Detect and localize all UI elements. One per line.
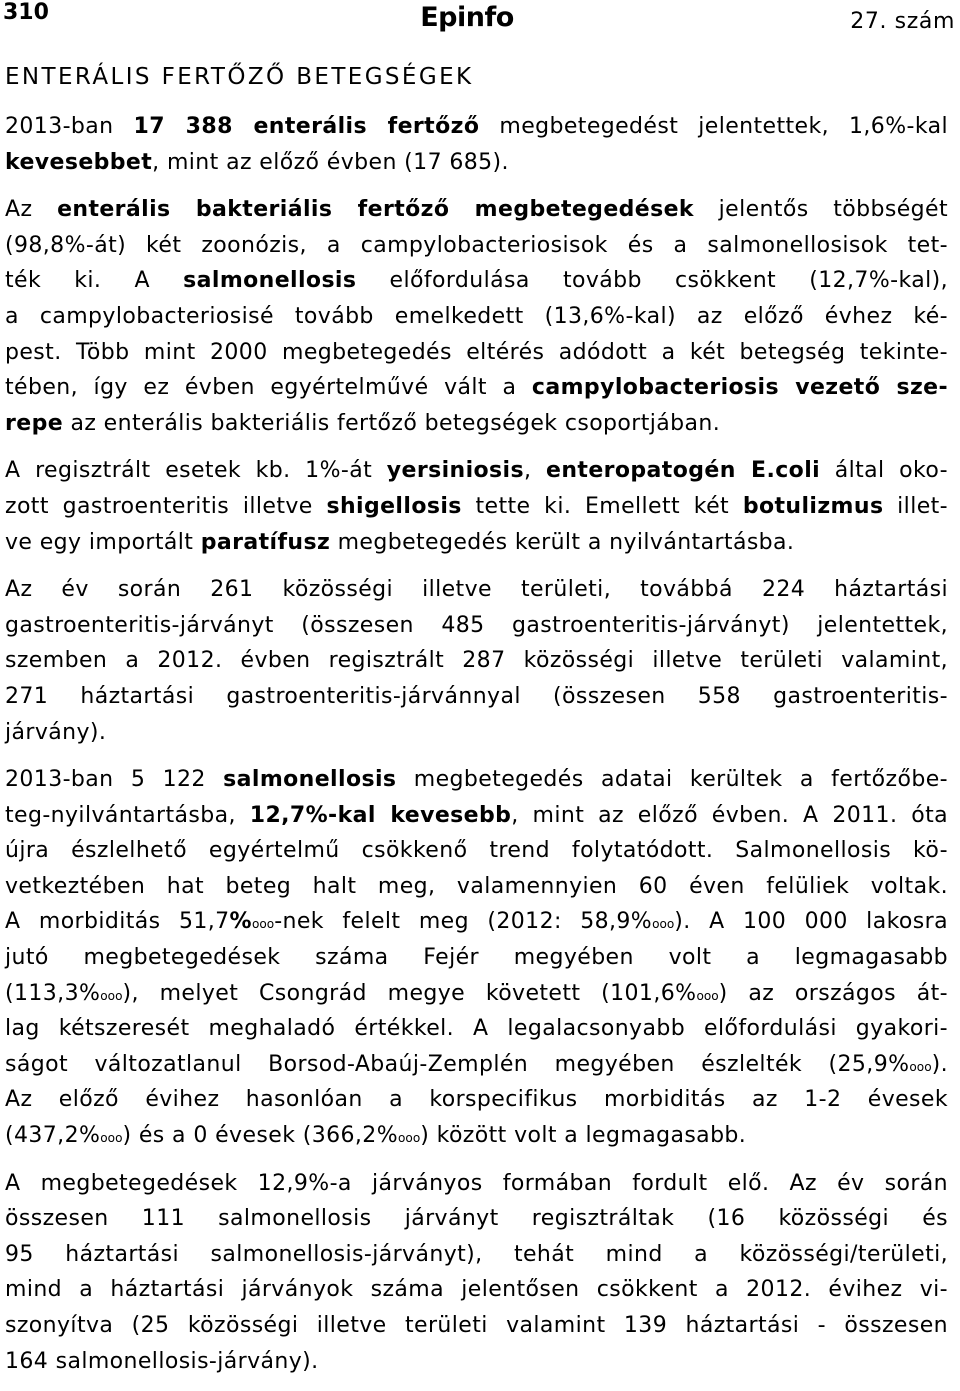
text-line (5, 525, 948, 561)
unit-suffix: ooo (251, 917, 275, 932)
article-section (5, 59, 948, 1391)
text-run: előfordulása tovább csökkent (12,7%-kal), (356, 268, 948, 294)
text-run: szonyítva (25 közösségi illetve területi valamint 139 háztartási - összesen (5, 1313, 948, 1338)
text-run: lag kétszeresét meghaladó értékkel. A legalacsonyabb előfordulási gyakori- (5, 1016, 948, 1042)
text-run: 2013-ban 5 122 (5, 767, 224, 793)
text-run: ). A 100 000 lakosra (674, 909, 948, 935)
unit-suffix: ooo (100, 1131, 123, 1146)
text-line (5, 1308, 948, 1344)
text-line (5, 299, 948, 335)
text-run: Az előző évihez hasonlóan a korspecifikus morbiditás az 1-2 évesek (5, 1087, 948, 1113)
text-run: jutó megbetegedések száma Fejér megyében volt a legmagasabb (5, 945, 948, 971)
bold-text-run: repe (5, 410, 64, 436)
text-run: Az (5, 197, 58, 223)
text-run: Az év során 261 közösségi illetve területi, továbbá 224 háztartási (5, 577, 948, 603)
issue-number: 27. szám (850, 9, 955, 34)
text-line (5, 1047, 948, 1083)
text-run: (98,8%-át) két zoonózis, a campylobacteriosisok és a salmonellosisok tet- (5, 232, 948, 258)
text-run: (113,3% (5, 980, 101, 1006)
text-line (5, 1272, 948, 1308)
text-run: zott gastroenteritis illetve (5, 493, 327, 519)
text-run: 164 salmonellosis-járvány). (5, 1348, 319, 1374)
text-run: illet- (883, 493, 949, 519)
bold-text-run: kevesebbet (5, 149, 153, 175)
text-run: (437,2% (5, 1123, 101, 1149)
text-line (5, 263, 948, 299)
text-run: ) között volt a legmagasabb. (420, 1123, 747, 1149)
text-line (5, 976, 948, 1012)
text-line (5, 1082, 948, 1118)
bold-text-run: 17 388 enterális fertőző (133, 114, 480, 139)
text-run: 271 háztartási gastroenteritis-járvánnyal (összesen 558 gastroenteritis- (5, 683, 948, 709)
text-run: megbetegedést jelentettek, 1,6%-kal (479, 114, 948, 139)
text-run: ) az országos át- (718, 980, 948, 1006)
unit-suffix: ooo (398, 1131, 421, 1146)
text-line (5, 109, 948, 145)
text-run: -nek felelt meg (2012: 58,9% (274, 909, 653, 935)
bold-text-run: botulizmus (742, 493, 884, 519)
paragraph (5, 572, 948, 750)
text-run: ), melyet Csongrád megye követett (101,6% (122, 980, 697, 1006)
unit-suffix: ooo (909, 1059, 932, 1074)
text-run: járvány). (5, 719, 107, 745)
paragraph (5, 1166, 948, 1380)
text-line (5, 1237, 948, 1273)
text-run: az enterális bakteriális fertőző betegségek csoportjában. (63, 410, 721, 436)
text-line (5, 1011, 948, 1047)
text-run: által oko- (820, 458, 948, 484)
text-run: ) és a 0 évesek (366,2% (122, 1123, 399, 1149)
text-run: A regisztrált esetek kb. 1%-át (5, 458, 387, 484)
text-line (5, 608, 948, 644)
text-line (5, 453, 948, 489)
text-line (5, 228, 948, 264)
text-run: újra észlelhető egyértelmű csökkenő trend folytatódott. Salmonellosis kö- (5, 838, 948, 864)
paragraph (5, 453, 948, 560)
text-line (5, 715, 948, 751)
bold-text-run: enteropatogén E.coli (546, 458, 821, 484)
text-line (5, 833, 948, 869)
text-run: szemben a 2012. évben regisztrált 287 közösségi illetve területi valamint, (5, 648, 948, 674)
text-line (5, 370, 948, 406)
section-heading: ENTERÁLIS FERTŐZŐ BETEGSÉGEK (5, 64, 474, 90)
text-run: , mint az előző évben. A 2011. óta (511, 802, 948, 828)
unit-suffix: ooo (100, 988, 123, 1003)
text-run: ve egy importált (5, 529, 201, 555)
text-line (5, 145, 948, 181)
text-line (5, 335, 948, 371)
text-run: teg-nyilvántartásba, (5, 802, 250, 828)
bold-text-run: enterális bakteriális fertőző megbetegedések (57, 197, 694, 223)
text-line (5, 572, 948, 608)
text-run: tette ki. Emellett két (461, 493, 743, 519)
bold-text-run: campylobacteriosis vezető sze- (531, 375, 949, 401)
text-line (5, 679, 948, 715)
text-run: mind a háztartási járványok száma jelentősen csökkent a 2012. évihez vi- (5, 1277, 948, 1303)
text-line (5, 1201, 948, 1237)
text-run: gastroenteritis-járványt (összesen 485 gastroenteritis-járványt) jelentettek, (5, 612, 948, 638)
text-run: a campylobacteriosisé tovább emelkedett (13,6%-kal) az előző évhez ké- (5, 303, 948, 329)
text-run: pest. Több mint 2000 megbetegedés eltérés adódott a két betegség tekinte- (5, 339, 948, 365)
text-run: , (523, 458, 547, 484)
bold-text-run: paratífusz (200, 529, 331, 555)
text-line (5, 869, 948, 905)
text-line (5, 762, 948, 798)
text-line (5, 798, 948, 834)
paragraph (5, 762, 948, 1154)
text-run: A megbetegedések 12,9%-a járványos formában fordult elő. Az év során (5, 1170, 948, 1196)
text-run: ságot változatlanul Borsod-Abaúj-Zemplén megyében észlelték (25,9% (5, 1051, 910, 1077)
text-line (5, 406, 948, 442)
page-number: 310 (3, 0, 49, 25)
section-body (5, 109, 948, 1379)
paragraph (5, 192, 948, 441)
unit-suffix: ooo (652, 917, 675, 932)
bold-text-run: salmonellosis (223, 767, 397, 793)
text-line (5, 1344, 948, 1380)
text-run: , mint az előző évben (17 685). (152, 149, 509, 175)
text-run: megbetegedés adatai kerültek a fertőzőbe- (396, 767, 948, 793)
text-line (5, 1166, 948, 1202)
text-run: 95 háztartási salmonellosis-járványt), tehát mind a közösségi/területi, (5, 1241, 948, 1267)
text-run: vetkeztében hat beteg halt meg, valamennyien 60 éven felüliek voltak. (5, 873, 948, 899)
bold-text-run: 12,7%-kal kevesebb (249, 802, 512, 828)
text-line (5, 643, 948, 679)
text-line (5, 1118, 948, 1154)
text-run: jelentős többségét (693, 197, 949, 223)
bold-text-run: shigellosis (326, 493, 462, 519)
text-line (5, 192, 948, 228)
text-line (5, 940, 948, 976)
text-run: ték ki. A (5, 268, 184, 294)
text-line (5, 489, 948, 525)
paragraph (5, 109, 948, 180)
bold-text-run: % (229, 909, 252, 935)
text-run: tében, így ez évben egyértelművé vált a (5, 375, 532, 401)
text-line (5, 904, 948, 940)
bold-text-run: yersiniosis (386, 458, 524, 484)
text-run: A morbiditás 51,7 (5, 909, 230, 935)
text-run: megbetegedés került a nyilvántartásba. (330, 529, 795, 555)
unit-suffix: ooo (696, 988, 719, 1003)
text-run: összesen 111 salmonellosis járványt regisztráltak (16 közösségi és (5, 1206, 948, 1232)
epinfo-logo: Epinfo (420, 2, 514, 33)
text-run: ). (931, 1051, 948, 1077)
bold-text-run: salmonellosis (183, 268, 357, 294)
text-run: 2013-ban (5, 114, 134, 139)
